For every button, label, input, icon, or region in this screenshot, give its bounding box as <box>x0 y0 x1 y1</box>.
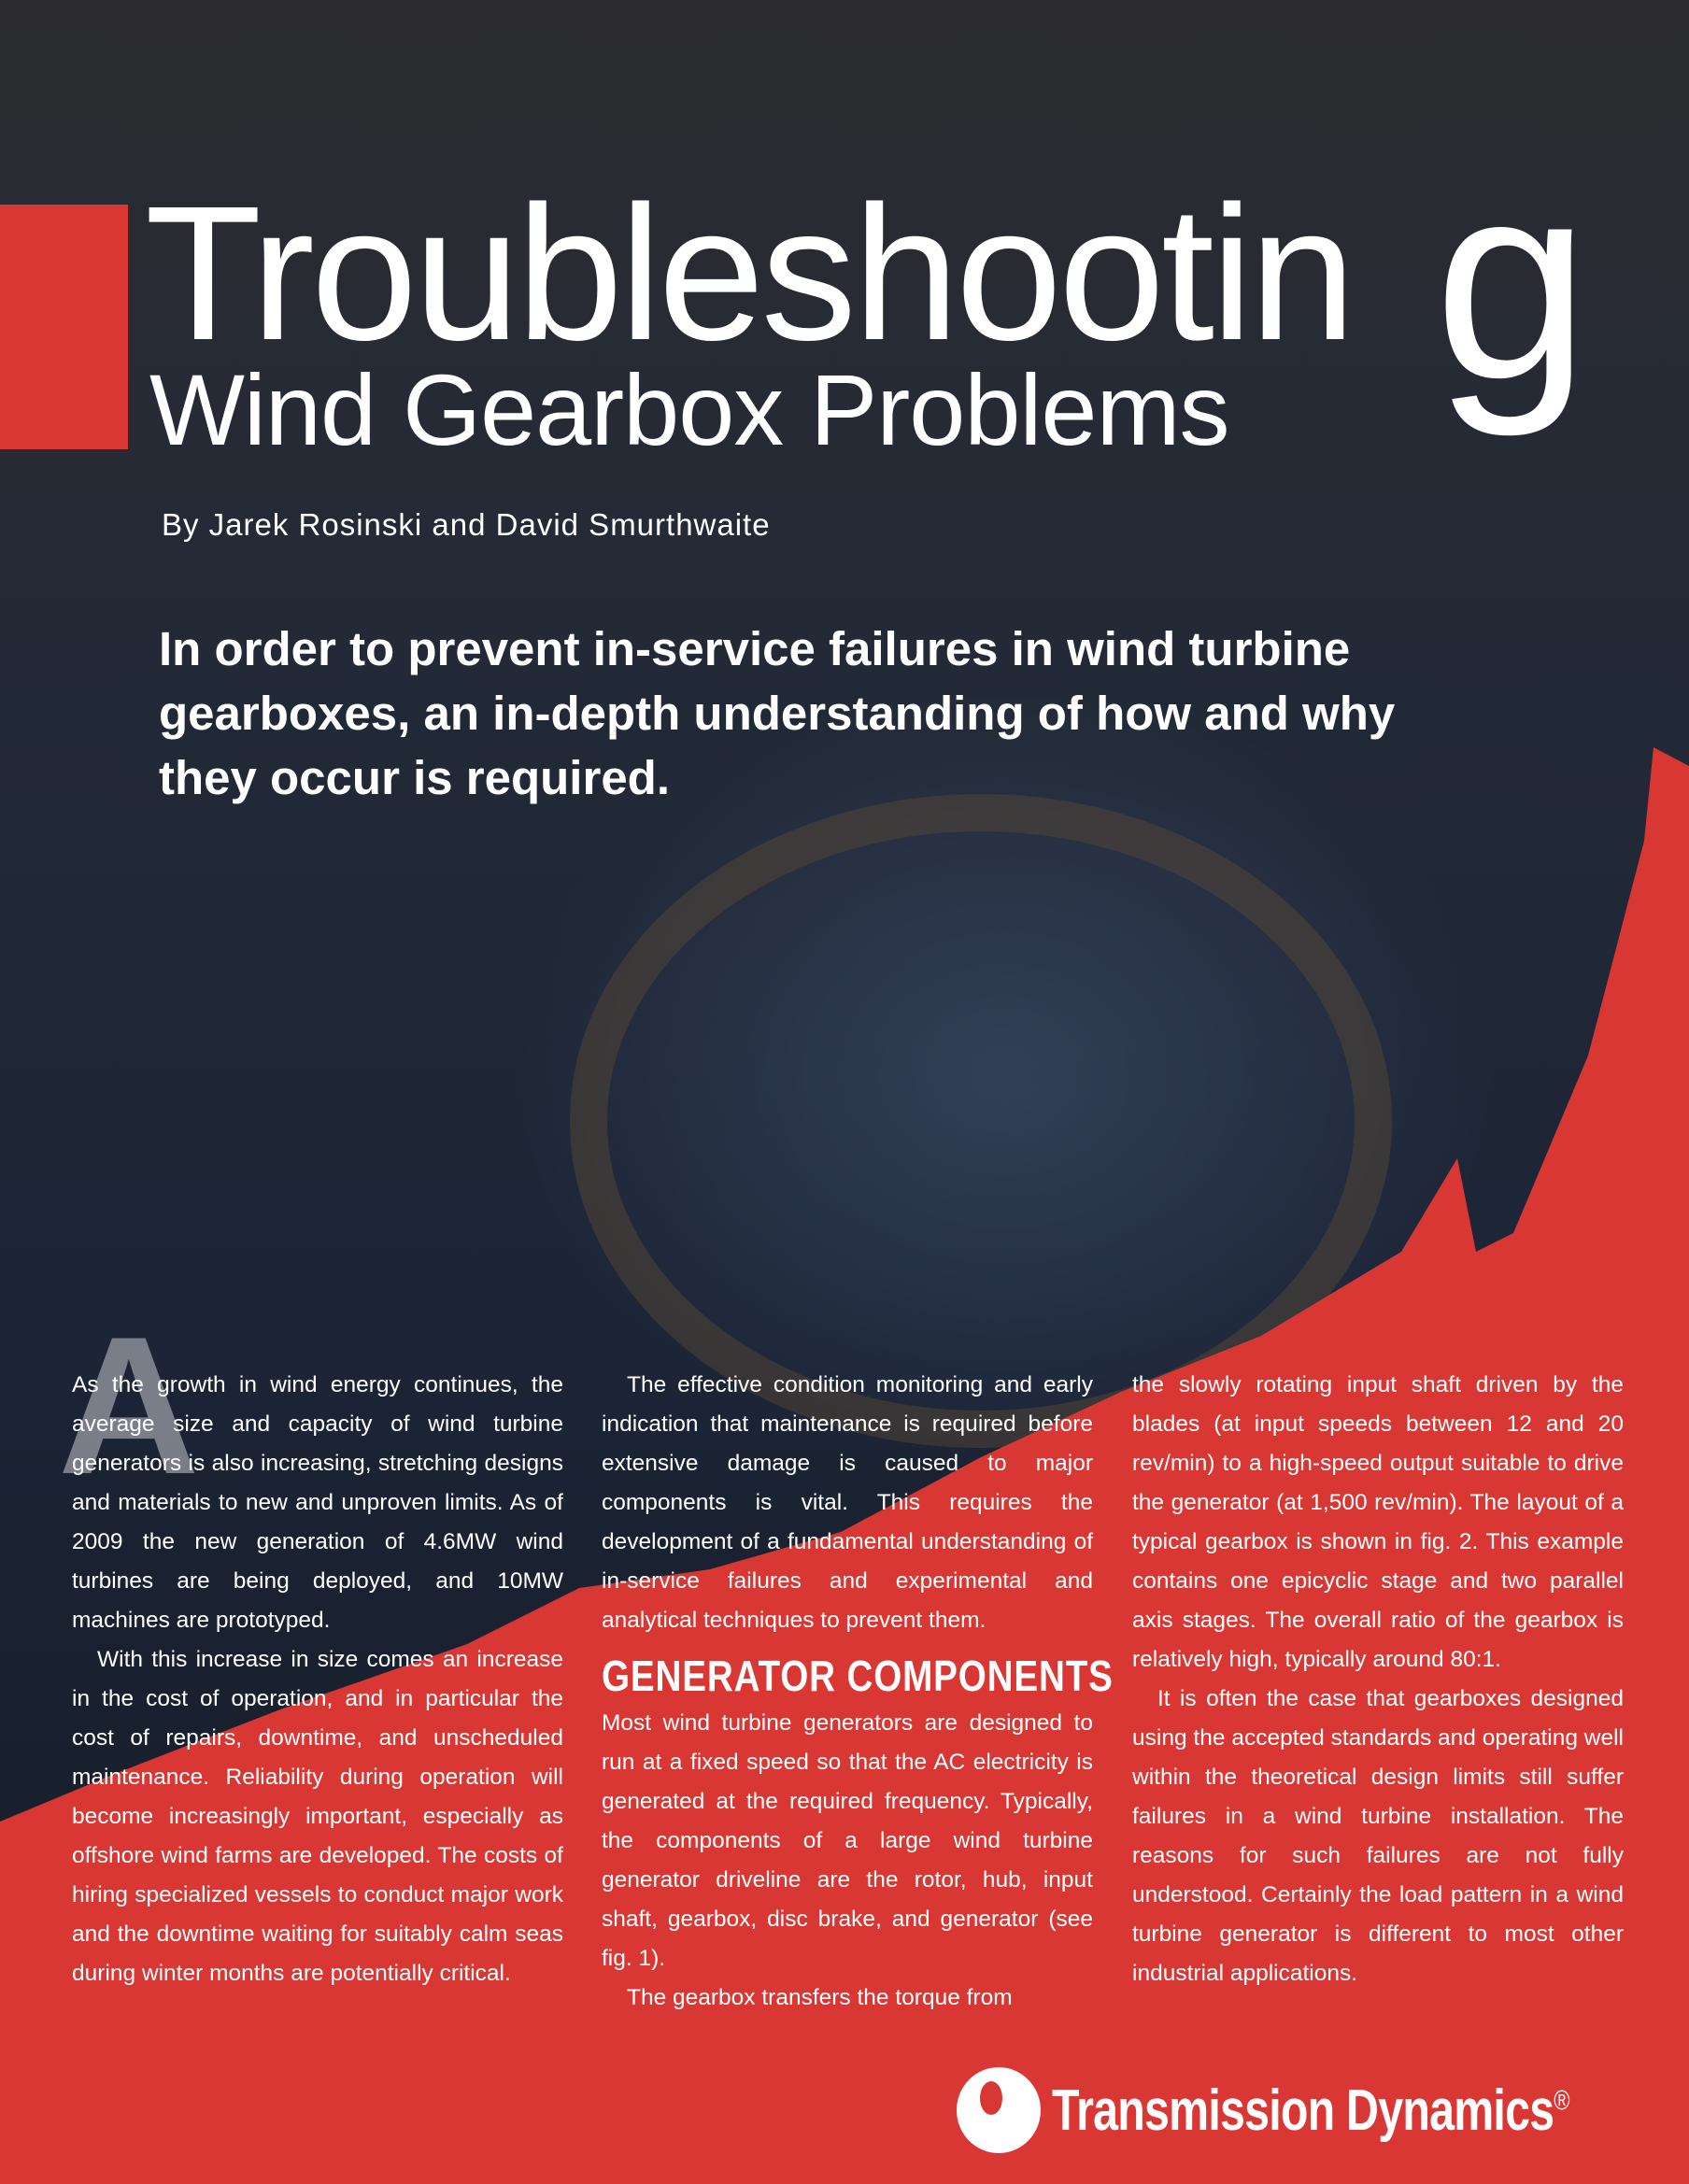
paragraph: The effective condition monitoring and early indication that maintenance is required before extensive damage is caused to major components is vital. This requires the development of a fundamental understanding of in-service failures and experimental and analytical techniques to prevent them. <box>602 1372 1093 1633</box>
paragraph: It is often the case that gearboxes designed using the accepted standards and operating well within the theoretical design limits still suffer failures in a wind turbine installation. The reasons for such failures are not fully understood. Certainly the load pattern in a wind turbine generator is different to most other industrial applications. <box>1132 1686 1624 1986</box>
registered-mark: ® <box>1554 2084 1569 2116</box>
logo-circle-icon <box>957 2067 1041 2153</box>
title-main: Troubleshootin <box>145 166 1353 380</box>
paragraph: With this increase in size comes an increase in the cost of operation, and in particular the cost of repairs, downtime, and unscheduled maintenance. Reliability during operation will become increasingly important, especially as offshore wind farms are developed. The costs of hiring specialized vessels to conduct major work and the downtime waiting for suitably calm seas during winter months are potentially critical. <box>72 1647 563 1986</box>
paragraph: Most wind turbine generators are designed to run at a fixed speed so that the AC electricity is generated at the required frequency. Typically, the components of a large wind turbine generator driveline are the rotor, hub, input shaft, gearbox, disc brake, and generator (see fig. 1). <box>602 1710 1093 1971</box>
column-1 <box>72 1366 563 1993</box>
paragraph: The gearbox transfers the torque from <box>627 1985 1013 2010</box>
column-3 <box>1132 1366 1624 1993</box>
logo-text: Transmission Dynamics <box>1052 2078 1554 2143</box>
deck-summary: In order to prevent in-service failures in wind turbine gearboxes, an in-depth understanding of how and why they occur is required. <box>159 622 1396 804</box>
column-2 <box>602 1366 1114 2018</box>
byline: By Jarek Rosinski and David Smurthwaite <box>162 507 771 542</box>
paragraph: As the growth in wind energy continues, the average size and capacity of wind turbine generators is also increasing, stretching designs and materials to new and unproven limits. As of 2009 the new generation of 4.6MW wind turbines are being deployed, and 10MW machines are prototyped. <box>72 1372 563 1633</box>
paragraph: the slowly rotating input shaft driven by the blades (at input speeds between 12 and 20 rev/min) to a high-speed output suitable to drive the generator (at 1,500 rev/min). The layout of a typical gearbox is shown in fig. 2. This example contains one epicyclic stage and two parallel axis stages. The overall ratio of the gearbox is relatively high, typically around 80:1. <box>1132 1372 1624 1672</box>
drop-cap: A <box>58 1296 200 1515</box>
title-main-g: g <box>1434 123 1590 437</box>
title-subtitle: Wind Gearbox Problems <box>149 353 1229 466</box>
section-heading: GENERATOR COMPONENTS <box>602 1652 1114 1700</box>
title-accent-bar <box>0 205 128 449</box>
transmission-dynamics-logo <box>957 2067 1689 2153</box>
